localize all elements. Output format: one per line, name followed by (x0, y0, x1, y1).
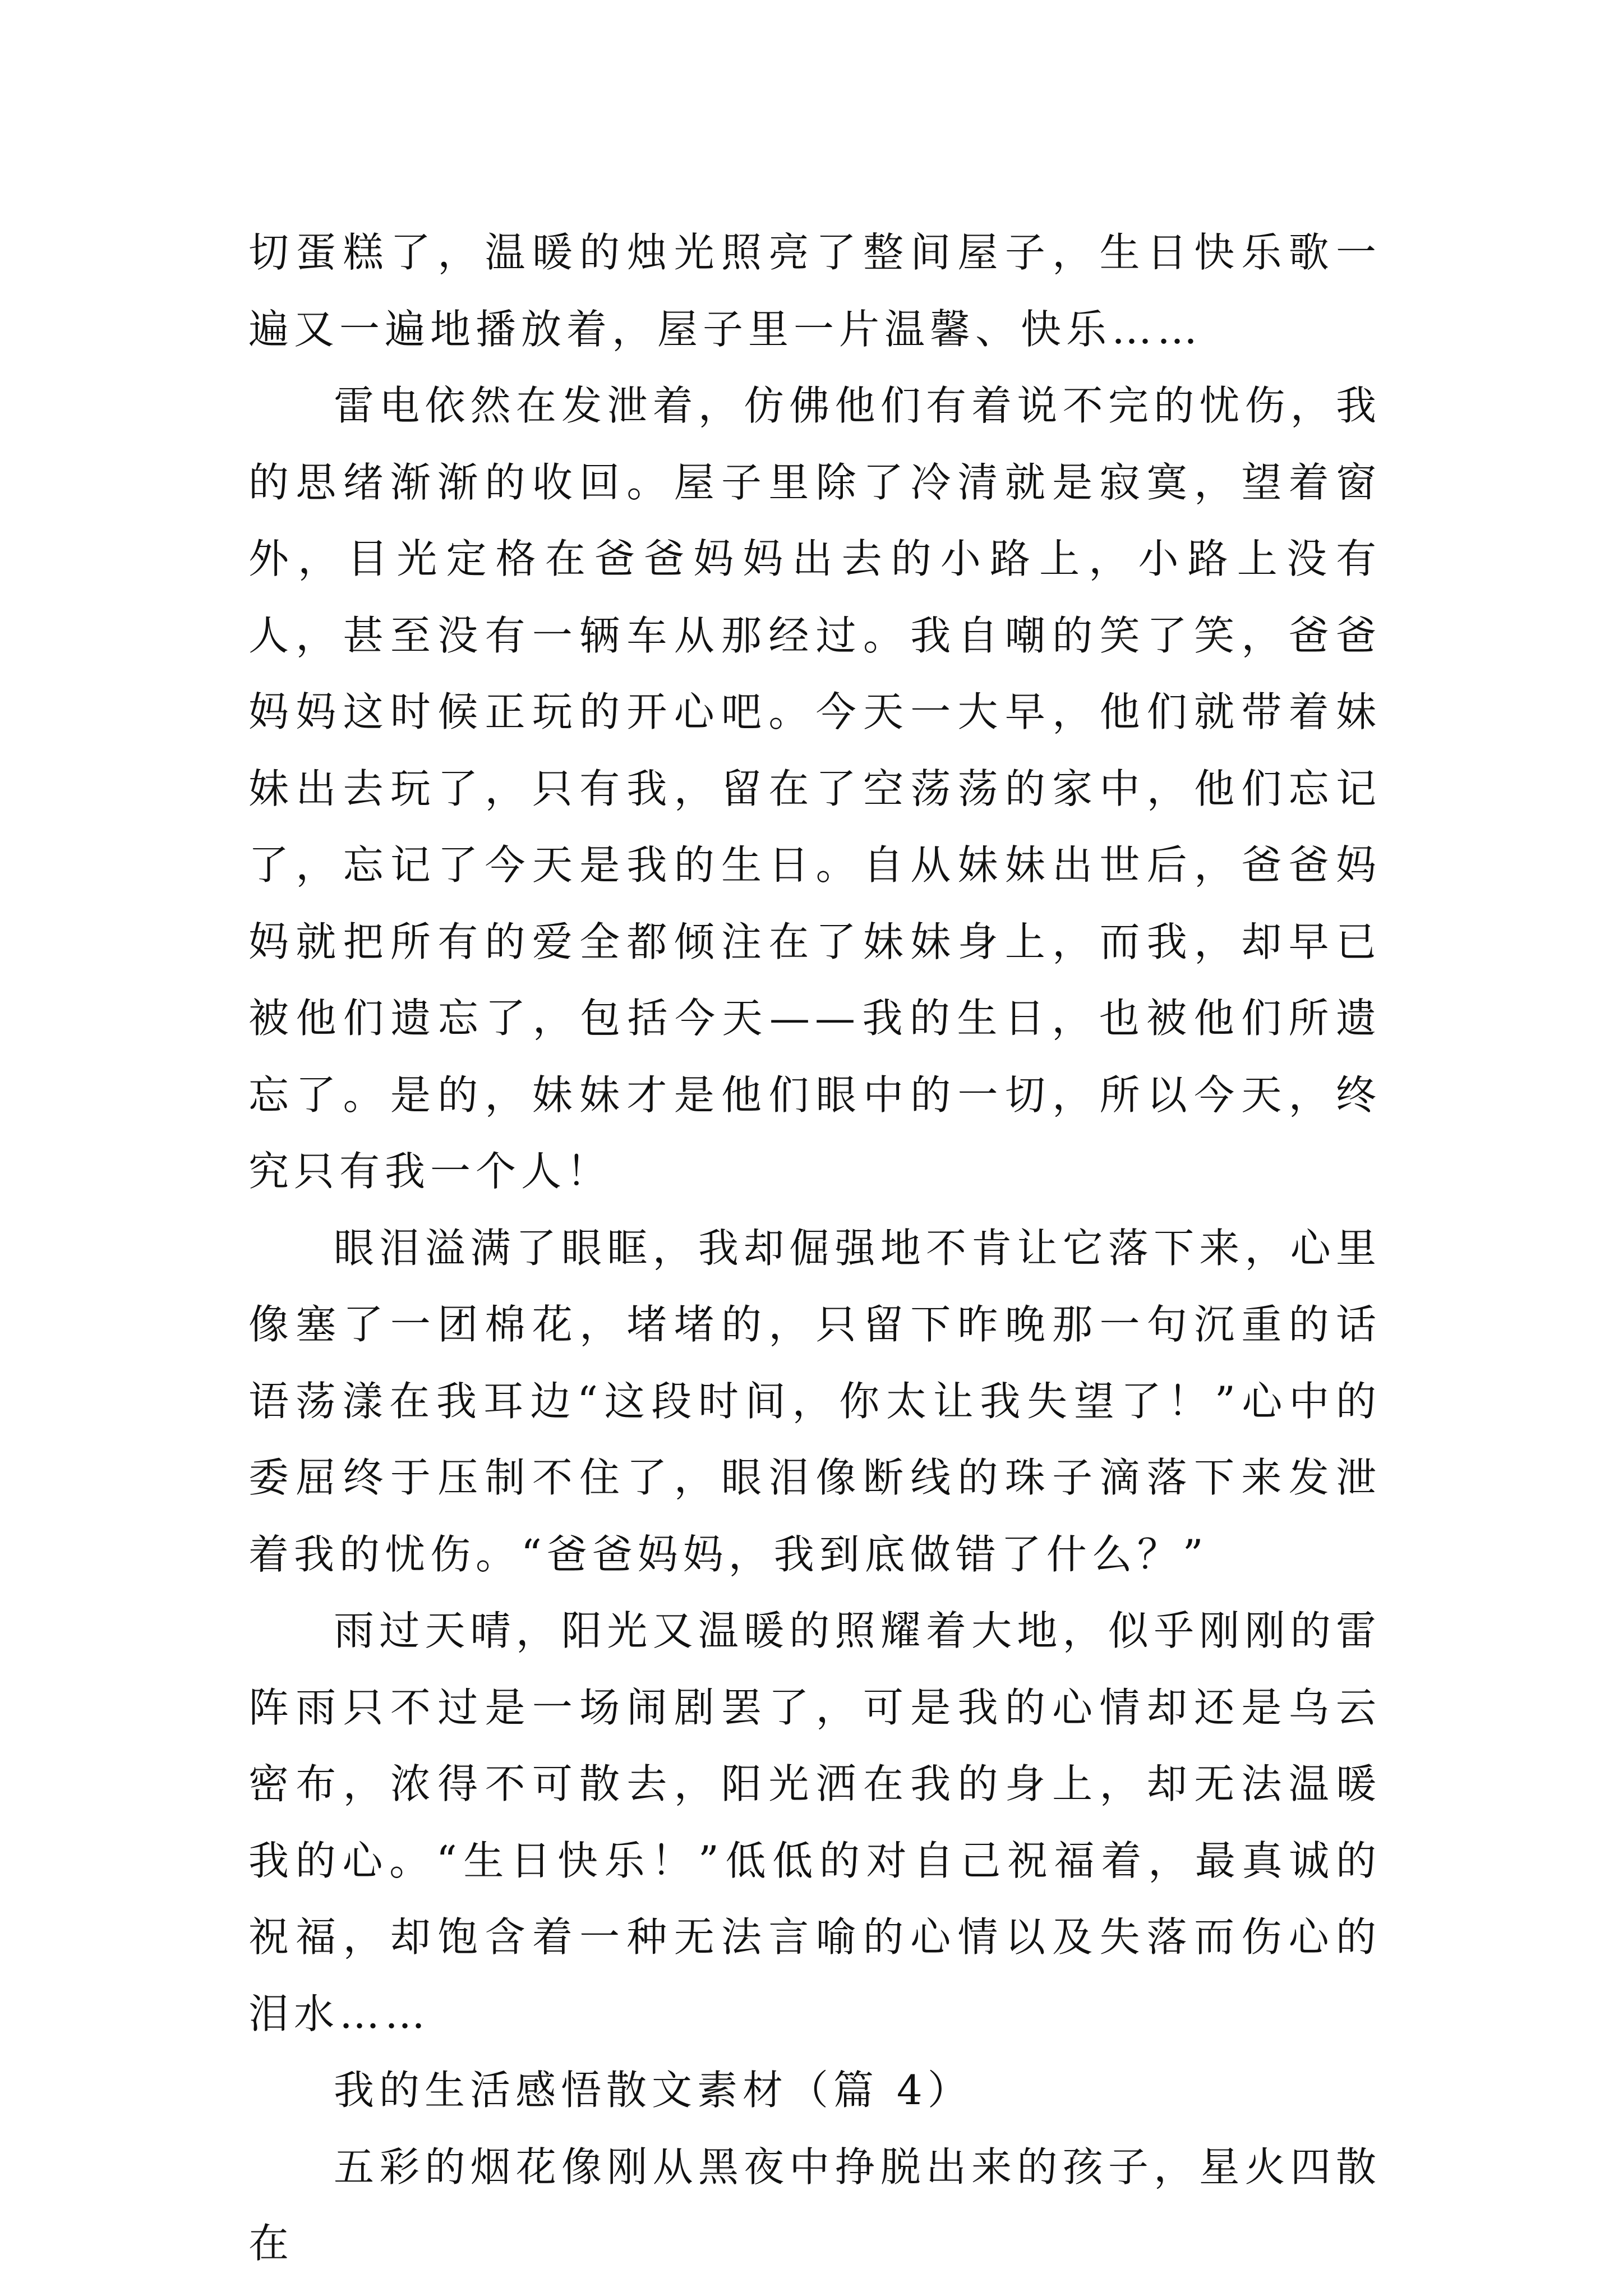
section-heading: 我的生活感悟散文素材（篇 4） (334, 2067, 973, 2114)
paragraph-1: 切蛋糕了，温暖的烛光照亮了整间屋子，生日快乐歌一遍又一遍地播放着，屋子里一片温馨、快乐…… (248, 229, 1381, 353)
paragraph-3: 眼泪溢满了眼眶，我却倔强地不肯让它落下来，心里像塞了一团棉花，堵堵的，只留下昨晚那一句沉重的话语荡漾在我耳边“这段时间，你太让我失望了！”心中的委屈终于压制不住了，眼泪像断线的珠子滴落下来发泄着我的忧伤。“爸爸妈妈，我到底做错了什么？” (248, 1224, 1381, 1578)
document-body (248, 214, 1381, 2282)
paragraph-4: 雨过天晴，阳光又温暖的照耀着大地，似乎刚刚的雷阵雨只不过是一场闹剧罢了，可是我的心情却还是乌云密布，浓得不可散去，阳光洒在我的身上，却无法温暖我的心。“生日快乐！”低低的对自己祝福着，最真诚的祝福，却饱含着一种无法言喻的心情以及失落而伤心的泪水…… (248, 1607, 1381, 2037)
paragraph-2: 雷电依然在发泄着，仿佛他们有着说不完的忧伤，我的思绪渐渐的收回。屋子里除了冷清就是寂寞，望着窗外，目光定格在爸爸妈妈出去的小路上，小路上没有人，甚至没有一辆车从那经过。我自嘲的笑了笑，爸爸妈妈这时候正玩的开心吧。今天一大早，他们就带着妹妹出去玩了，只有我，留在了空荡荡的家中，他们忘记了，忘记了今天是我的生日。自从妹妹出世后，爸爸妈妈就把所有的爱全都倾注在了妹妹身上，而我，却早已被他们遗忘了，包括今天——我的生日，也被他们所遗忘了。是的，妹妹才是他们眼中的一切，所以今天，终究只有我一个人！ (248, 382, 1381, 1195)
paragraph-5: 五彩的烟花像刚从黑夜中挣脱出来的孩子，星火四散在 (248, 2143, 1381, 2267)
